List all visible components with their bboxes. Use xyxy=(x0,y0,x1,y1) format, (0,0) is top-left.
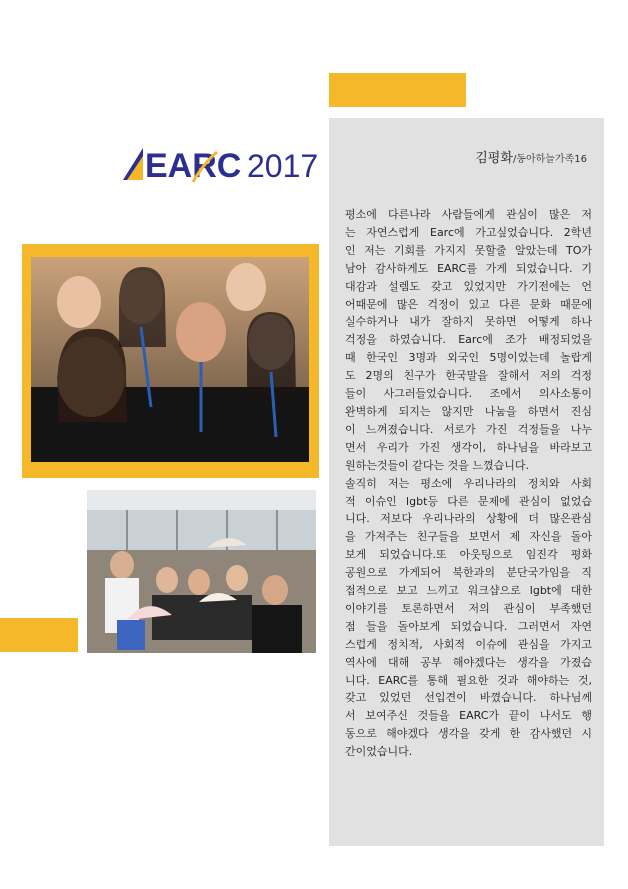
article-line: 공원으로 가게되어 북한과의 분단국가임을 직 xyxy=(345,566,592,580)
article-line: 보게 되었습니다.또 아웃팅으로 임진각 평화 xyxy=(345,548,592,562)
left-accent-bar xyxy=(0,618,78,652)
article-line: 동으로 해야겠다 생각을 갖게 한 감사했던 시 xyxy=(345,727,592,741)
article-body xyxy=(345,206,592,761)
article-panel xyxy=(329,118,604,846)
article-line: 니다. 저보다 우리나라의 상황에 더 많은관심 xyxy=(345,512,592,526)
logo-earc-text: EARC xyxy=(145,147,242,184)
article-line: 서 보여주신 것들을 EARC가 끝이 나서도 행 xyxy=(345,709,592,723)
article-line: 접적으로 보고 느끼고 워크샵으로 lgbt에 대한 xyxy=(345,584,592,598)
earc-2017-logo xyxy=(123,144,318,184)
article-line: 때 한국인 3명과 외국인 5명이었는데 놀랍게 xyxy=(345,351,592,365)
group-selfie-photo xyxy=(31,257,309,462)
article-line: 인 저는 기회를 가지지 못할줄 알았는데 TO가 xyxy=(345,243,592,257)
article-line: 실수하거나 내가 잘하지 못하면 어떻게 하나 xyxy=(345,315,592,329)
article-line: 적 이슈인 lgbt등 다른 문제에 관심이 없었습 xyxy=(345,494,592,508)
article-line: 을 가져주는 친구들을 보면서 제 자신을 돌아 xyxy=(345,530,592,544)
logo-year-text: 2017 xyxy=(247,148,318,184)
article-line: 원하는것들이 같다는 것을 느꼈습니다. xyxy=(345,458,530,472)
article-line: 역사에 대해 공부 해야겠다는 생각을 가졌습 xyxy=(345,655,592,669)
article-line: 갖고 있었던 선입견이 바꼈습니다. 하나님께 xyxy=(345,691,592,705)
group-fans-photo xyxy=(87,490,316,653)
group-photo-frame xyxy=(22,244,319,478)
top-accent-bar xyxy=(329,73,466,107)
article-line: 는 자연스럽게 Earc에 가고싶었습니다. 2학년 xyxy=(345,225,592,239)
author-credit xyxy=(475,147,587,166)
article-line: 점 들을 돌아보게 되었습니다. 그러면서 자연 xyxy=(345,619,592,633)
article-line: 들이 사그러들었습니다. 조에서 의사소통이 xyxy=(345,387,592,401)
author-name: 김평화 xyxy=(475,151,513,166)
article-line: 어때문에 많은 걱정이 있고 다른 문화 때문에 xyxy=(345,297,592,311)
article-line: 남아 감사하게도 EARC를 가게 되었습니다. 기 xyxy=(345,261,592,275)
author-affiliation: /동아하늘가족16 xyxy=(512,154,587,165)
article-line: 대감과 설렘도 갖고 있었지만 가기전에는 언 xyxy=(345,279,592,293)
article-line: 이 느껴졌습니다. 서로가 가진 걱정들을 나누 xyxy=(345,422,592,436)
article-line: 니다. EARC를 통해 필요한 것과 해야하는 것, xyxy=(345,673,592,687)
article-line: 평소에 다른나라 사람들에게 관심이 많은 저 xyxy=(345,208,592,221)
article-line: 도 2명의 친구가 한국말을 잘해서 저의 걱정 xyxy=(345,369,592,383)
article-line: 완벽하게 되지는 않지만 나눔을 하면서 진심 xyxy=(345,404,592,418)
article-line: 이야기를 토론하면서 저의 관심이 부족했던 xyxy=(345,601,592,615)
article-line: 간이었습니다. xyxy=(345,745,413,759)
article-line: 면서 우리가 가진 생각이, 하나님을 바라보고 xyxy=(345,440,592,454)
article-line: 걱정을 하였습니다. Earc에 조가 배정되었을 xyxy=(345,333,592,347)
article-line: 솔직히 저는 평소에 우리나라의 정치와 사회 xyxy=(345,476,592,490)
article-line: 스럽게 정치적, 사회적 이슈에 관심을 가지고 xyxy=(345,637,592,651)
